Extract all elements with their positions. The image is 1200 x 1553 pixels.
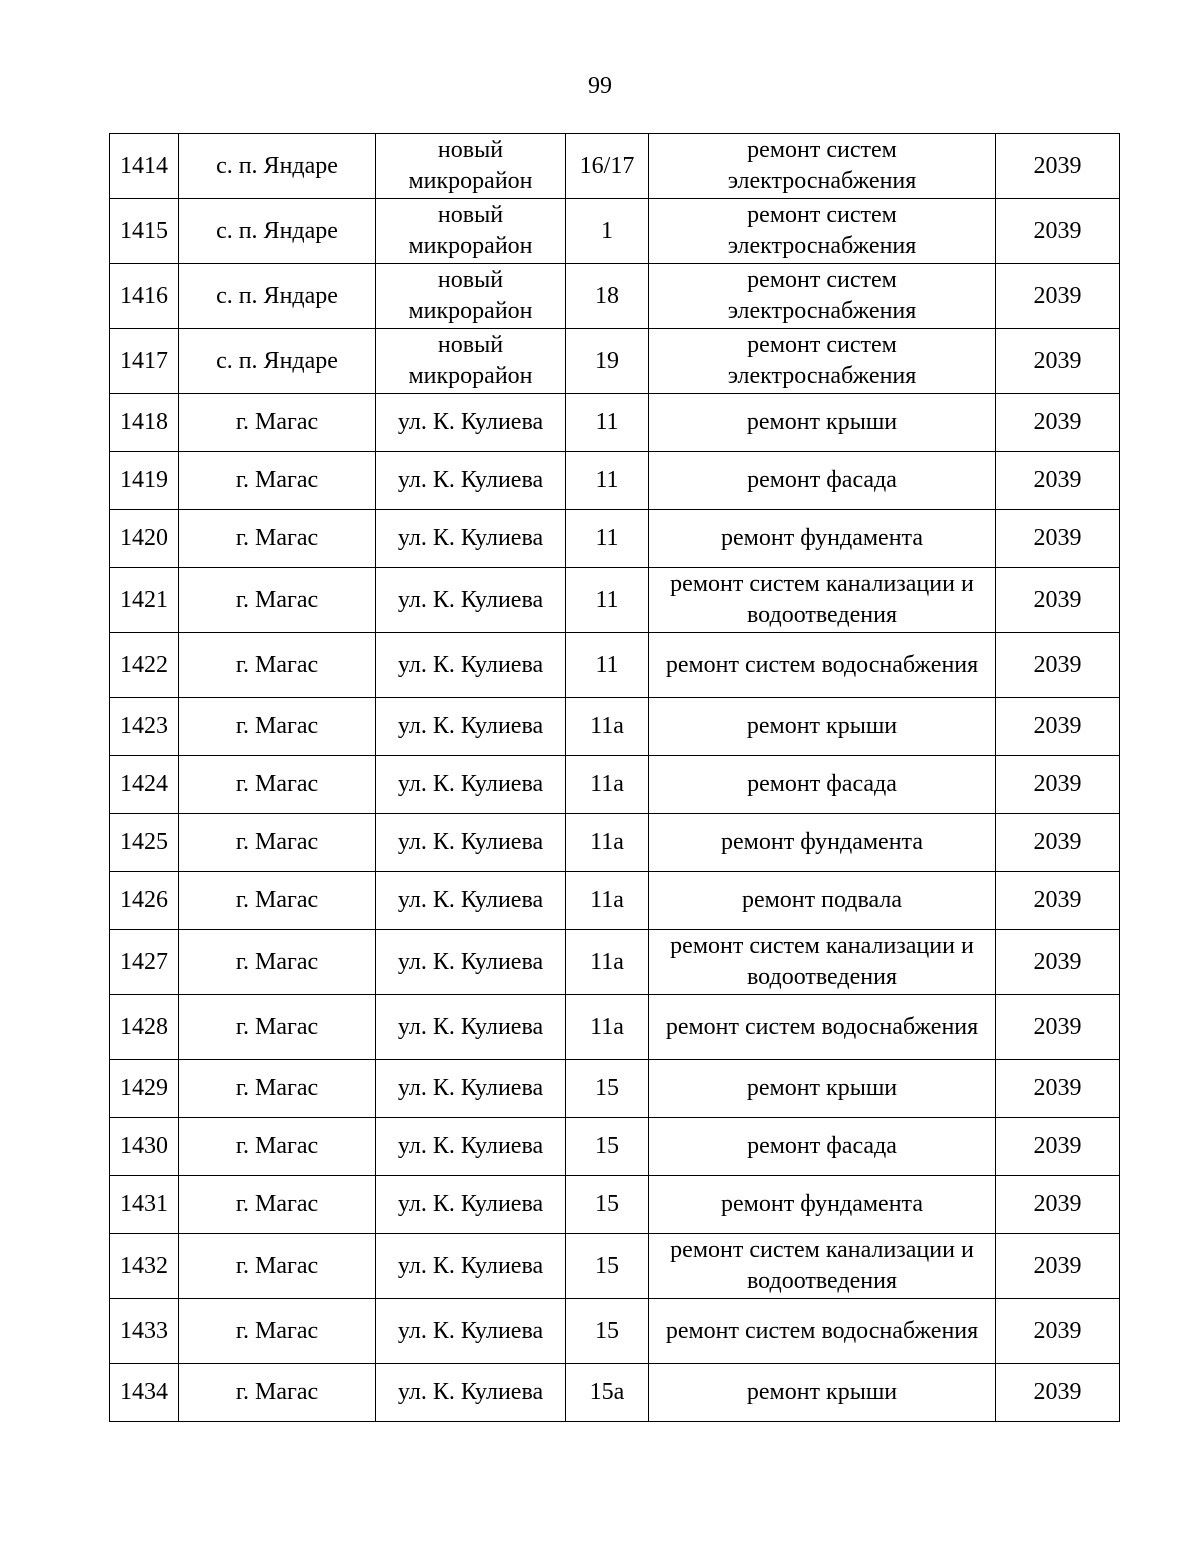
street-cell: ул. К. Кулиева [376,1234,566,1299]
year-cell: 2039 [996,1234,1120,1299]
year-cell: 2039 [996,1364,1120,1422]
table-row [110,1176,1120,1234]
work-type-cell: ремонт систем канализации и водоотведения [649,930,996,995]
settlement-cell: с. п. Яндаре [179,329,376,394]
table-row [110,452,1120,510]
settlement-cell: г. Магас [179,452,376,510]
year-cell: 2039 [996,394,1120,452]
street-cell: ул. К. Кулиева [376,814,566,872]
street-cell: ул. К. Кулиева [376,394,566,452]
table-row [110,264,1120,329]
street-cell: ул. К. Кулиева [376,698,566,756]
year-cell: 2039 [996,756,1120,814]
year-cell: 2039 [996,568,1120,633]
settlement-cell: г. Магас [179,995,376,1060]
street-cell: ул. К. Кулиева [376,756,566,814]
street-cell: ул. К. Кулиева [376,1118,566,1176]
settlement-cell: г. Магас [179,568,376,633]
year-cell: 2039 [996,698,1120,756]
row-number-cell: 1433 [110,1299,179,1364]
house-number-cell: 11а [566,698,649,756]
table-row [110,394,1120,452]
row-number-cell: 1423 [110,698,179,756]
work-type-cell: ремонт систем электроснабжения [649,199,996,264]
house-number-cell: 15 [566,1060,649,1118]
street-cell: ул. К. Кулиева [376,1364,566,1422]
settlement-cell: г. Магас [179,930,376,995]
row-number-cell: 1425 [110,814,179,872]
house-number-cell: 11а [566,995,649,1060]
work-type-cell: ремонт фасада [649,452,996,510]
settlement-cell: с. п. Яндаре [179,134,376,199]
house-number-cell: 15 [566,1234,649,1299]
street-cell: ул. К. Кулиева [376,930,566,995]
settlement-cell: г. Магас [179,698,376,756]
table-row [110,568,1120,633]
year-cell: 2039 [996,633,1120,698]
year-cell: 2039 [996,872,1120,930]
settlement-cell: г. Магас [179,633,376,698]
work-type-cell: ремонт фундамента [649,510,996,568]
house-number-cell: 19 [566,329,649,394]
work-type-cell: ремонт систем водоснабжения [649,1299,996,1364]
street-cell: ул. К. Кулиева [376,568,566,633]
street-cell: новый микрорайон [376,264,566,329]
row-number-cell: 1432 [110,1234,179,1299]
year-cell: 2039 [996,930,1120,995]
row-number-cell: 1429 [110,1060,179,1118]
settlement-cell: г. Магас [179,1118,376,1176]
settlement-cell: г. Магас [179,814,376,872]
work-type-cell: ремонт фасада [649,756,996,814]
year-cell: 2039 [996,1176,1120,1234]
row-number-cell: 1418 [110,394,179,452]
work-type-cell: ремонт фасада [649,1118,996,1176]
settlement-cell: г. Магас [179,1234,376,1299]
year-cell: 2039 [996,510,1120,568]
settlement-cell: г. Магас [179,1299,376,1364]
table-row [110,199,1120,264]
settlement-cell: г. Магас [179,756,376,814]
table-body [110,134,1120,1422]
year-cell: 2039 [996,329,1120,394]
table-row [110,134,1120,199]
row-number-cell: 1415 [110,199,179,264]
house-number-cell: 11 [566,452,649,510]
street-cell: ул. К. Кулиева [376,510,566,568]
row-number-cell: 1434 [110,1364,179,1422]
row-number-cell: 1419 [110,452,179,510]
table-row [110,1234,1120,1299]
table-row [110,995,1120,1060]
street-cell: ул. К. Кулиева [376,633,566,698]
year-cell: 2039 [996,1118,1120,1176]
settlement-cell: г. Магас [179,1364,376,1422]
street-cell: ул. К. Кулиева [376,1060,566,1118]
house-number-cell: 1 [566,199,649,264]
year-cell: 2039 [996,199,1120,264]
year-cell: 2039 [996,264,1120,329]
row-number-cell: 1414 [110,134,179,199]
table-row [110,329,1120,394]
work-type-cell: ремонт систем электроснабжения [649,264,996,329]
table-row [110,756,1120,814]
house-number-cell: 11а [566,930,649,995]
work-type-cell: ремонт систем водоснабжения [649,633,996,698]
work-type-cell: ремонт подвала [649,872,996,930]
street-cell: новый микрорайон [376,199,566,264]
table-row [110,1364,1120,1422]
house-number-cell: 11а [566,872,649,930]
street-cell: ул. К. Кулиева [376,1176,566,1234]
house-number-cell: 15 [566,1118,649,1176]
work-type-cell: ремонт фундамента [649,1176,996,1234]
settlement-cell: г. Магас [179,510,376,568]
settlement-cell: г. Магас [179,1176,376,1234]
work-type-cell: ремонт систем электроснабжения [649,134,996,199]
street-cell: новый микрорайон [376,329,566,394]
work-type-cell: ремонт систем электроснабжения [649,329,996,394]
table-row [110,1299,1120,1364]
row-number-cell: 1421 [110,568,179,633]
works-table [109,133,1120,1422]
table-row [110,698,1120,756]
settlement-cell: г. Магас [179,1060,376,1118]
table-row [110,872,1120,930]
street-cell: ул. К. Кулиева [376,872,566,930]
row-number-cell: 1428 [110,995,179,1060]
work-type-cell: ремонт крыши [649,698,996,756]
house-number-cell: 15 [566,1176,649,1234]
settlement-cell: г. Магас [179,872,376,930]
year-cell: 2039 [996,134,1120,199]
year-cell: 2039 [996,814,1120,872]
row-number-cell: 1420 [110,510,179,568]
house-number-cell: 11 [566,510,649,568]
row-number-cell: 1416 [110,264,179,329]
house-number-cell: 15а [566,1364,649,1422]
house-number-cell: 11а [566,756,649,814]
row-number-cell: 1430 [110,1118,179,1176]
work-type-cell: ремонт крыши [649,394,996,452]
settlement-cell: с. п. Яндаре [179,264,376,329]
row-number-cell: 1424 [110,756,179,814]
settlement-cell: с. п. Яндаре [179,199,376,264]
street-cell: новый микрорайон [376,134,566,199]
table-row [110,1060,1120,1118]
year-cell: 2039 [996,1060,1120,1118]
street-cell: ул. К. Кулиева [376,995,566,1060]
year-cell: 2039 [996,1299,1120,1364]
street-cell: ул. К. Кулиева [376,1299,566,1364]
year-cell: 2039 [996,995,1120,1060]
settlement-cell: г. Магас [179,394,376,452]
table-row [110,930,1120,995]
row-number-cell: 1431 [110,1176,179,1234]
table-row [110,510,1120,568]
row-number-cell: 1422 [110,633,179,698]
work-type-cell: ремонт фундамента [649,814,996,872]
work-type-cell: ремонт систем канализации и водоотведения [649,1234,996,1299]
work-type-cell: ремонт крыши [649,1364,996,1422]
row-number-cell: 1417 [110,329,179,394]
work-type-cell: ремонт систем водоснабжения [649,995,996,1060]
house-number-cell: 18 [566,264,649,329]
street-cell: ул. К. Кулиева [376,452,566,510]
house-number-cell: 11 [566,394,649,452]
table-row [110,633,1120,698]
row-number-cell: 1426 [110,872,179,930]
table-row [110,1118,1120,1176]
house-number-cell: 16/17 [566,134,649,199]
work-type-cell: ремонт систем канализации и водоотведения [649,568,996,633]
house-number-cell: 11 [566,568,649,633]
work-type-cell: ремонт крыши [649,1060,996,1118]
house-number-cell: 15 [566,1299,649,1364]
year-cell: 2039 [996,452,1120,510]
table-row [110,814,1120,872]
page-number: 99 [588,73,612,99]
house-number-cell: 11а [566,814,649,872]
row-number-cell: 1427 [110,930,179,995]
house-number-cell: 11 [566,633,649,698]
